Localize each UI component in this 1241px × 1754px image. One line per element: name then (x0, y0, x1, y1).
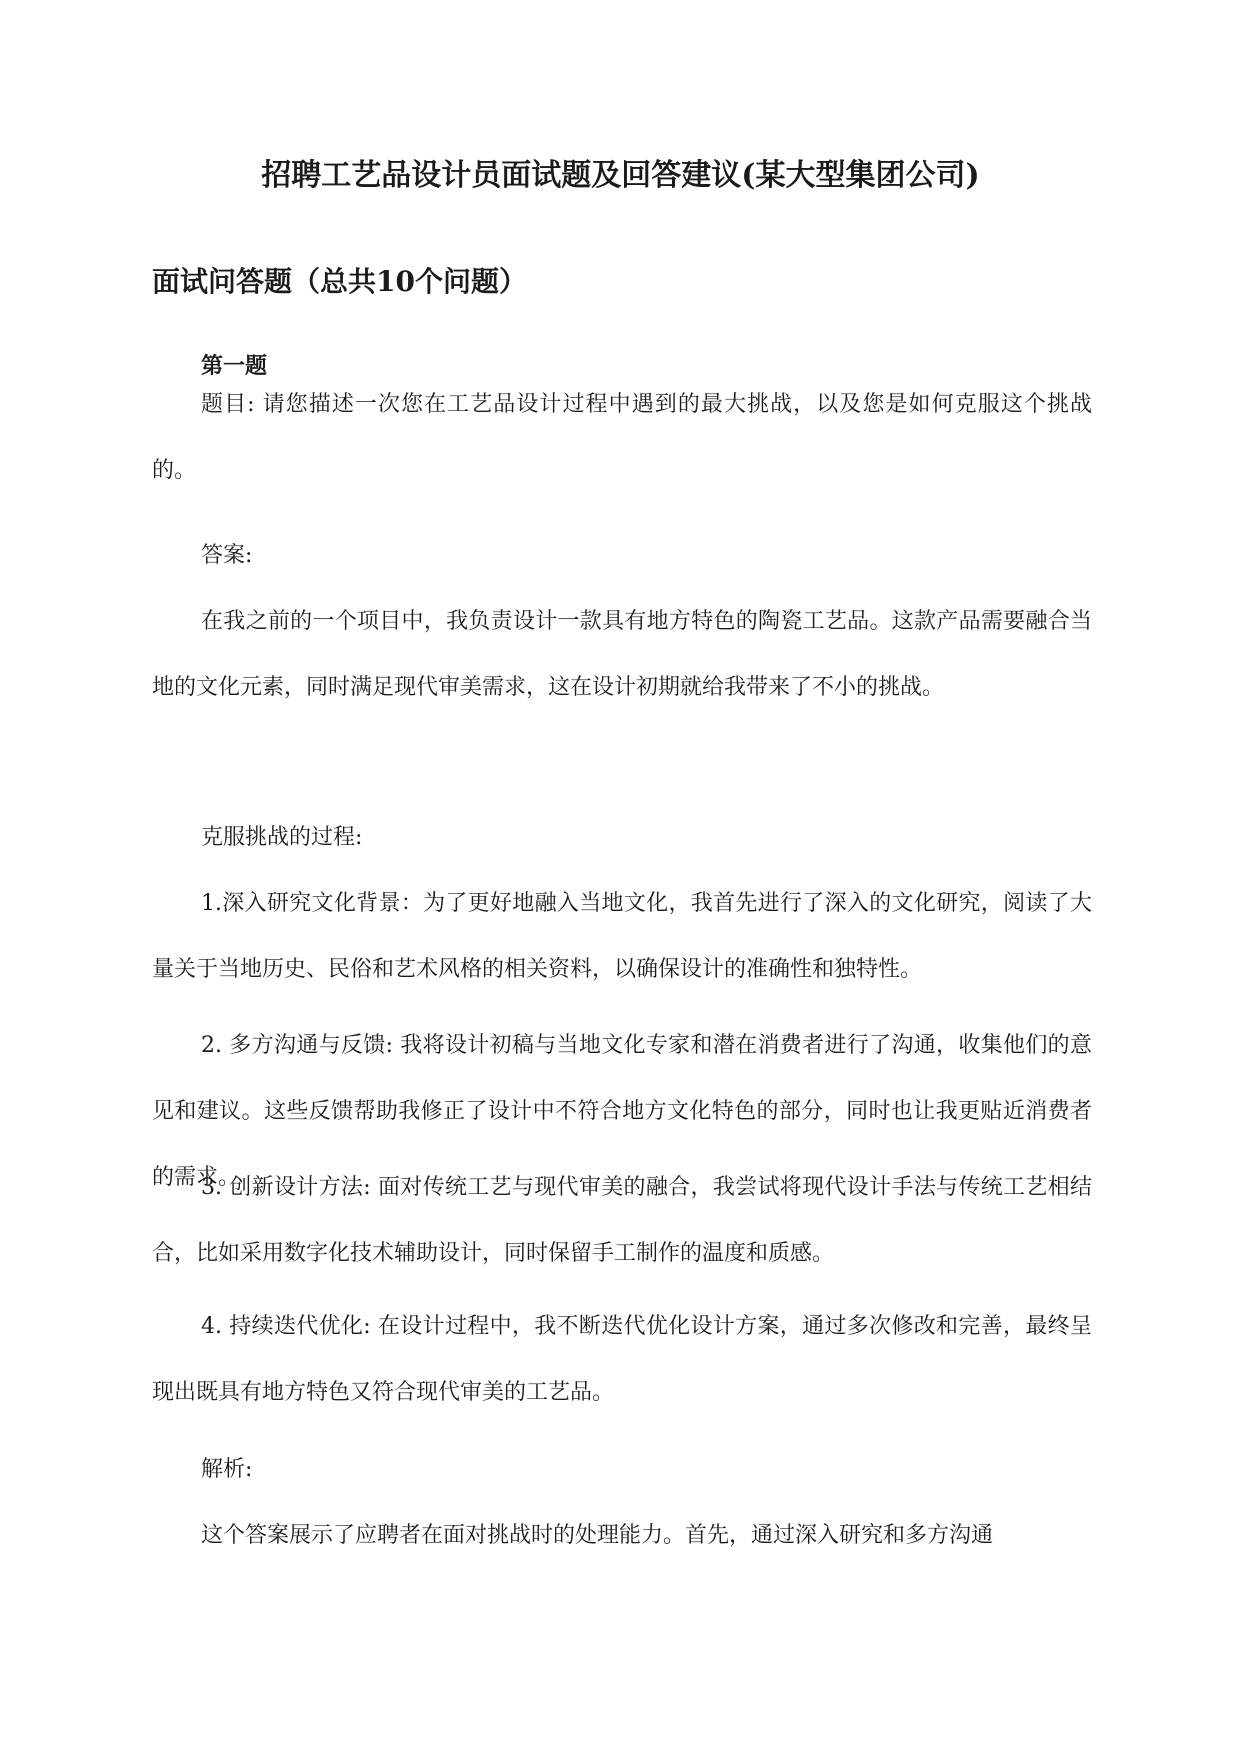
analysis-text: 这个答案展示了应聘者在面对挑战时的处理能力。首先，通过深入研究和多方沟通 (201, 1523, 994, 1548)
question-heading: 第一题 (201, 353, 268, 379)
document-title: 招聘工艺品设计员面试题及回答建议(某大型集团公司) (261, 158, 980, 193)
question-prompt: 题目: 请您描述一次您在工艺品设计过程中遇到的最大挑战，以及您是如何克服这个挑战的。 (152, 392, 1092, 483)
process-step: 1.深入研究文化背景：为了更好地融入当地文化，我首先进行了深入的文化研究，阅读了大量关于当地历史、民俗和艺术风格的相关资料，以确保设计的准确性和独特性。 (152, 891, 1092, 982)
section-heading: 面试问答题（总共10个问题） (152, 265, 527, 298)
process-step: 4. 持续迭代优化: 在设计过程中，我不断迭代优化设计方案，通过多次修改和完善，最终呈现出既具有地方特色又符合现代审美的工艺品。 (152, 1314, 1092, 1405)
answer-intro: 在我之前的一个项目中，我负责设计一款具有地方特色的陶瓷工艺品。这款产品需要融合当地的文化元素，同时满足现代审美需求，这在设计初期就给我带来了不小的挑战。 (152, 609, 1092, 700)
analysis-label: 解析: (201, 1457, 253, 1482)
answer-label: 答案: (201, 543, 253, 568)
process-step: 2. 多方沟通与反馈: 我将设计初稿与当地文化专家和潜在消费者进行了沟通，收集他们的意见和建议。这些反馈帮助我修正了设计中不符合地方文化特色的部分，同时也让我更贴近消费者的需求。 (152, 1033, 1092, 1190)
process-label: 克服挑战的过程: (201, 825, 363, 850)
process-step: 3. 创新设计方法: 面对传统工艺与现代审美的融合，我尝试将现代设计手法与传统工艺相结合，比如采用数字化技术辅助设计，同时保留手工制作的温度和质感。 (152, 1175, 1092, 1266)
